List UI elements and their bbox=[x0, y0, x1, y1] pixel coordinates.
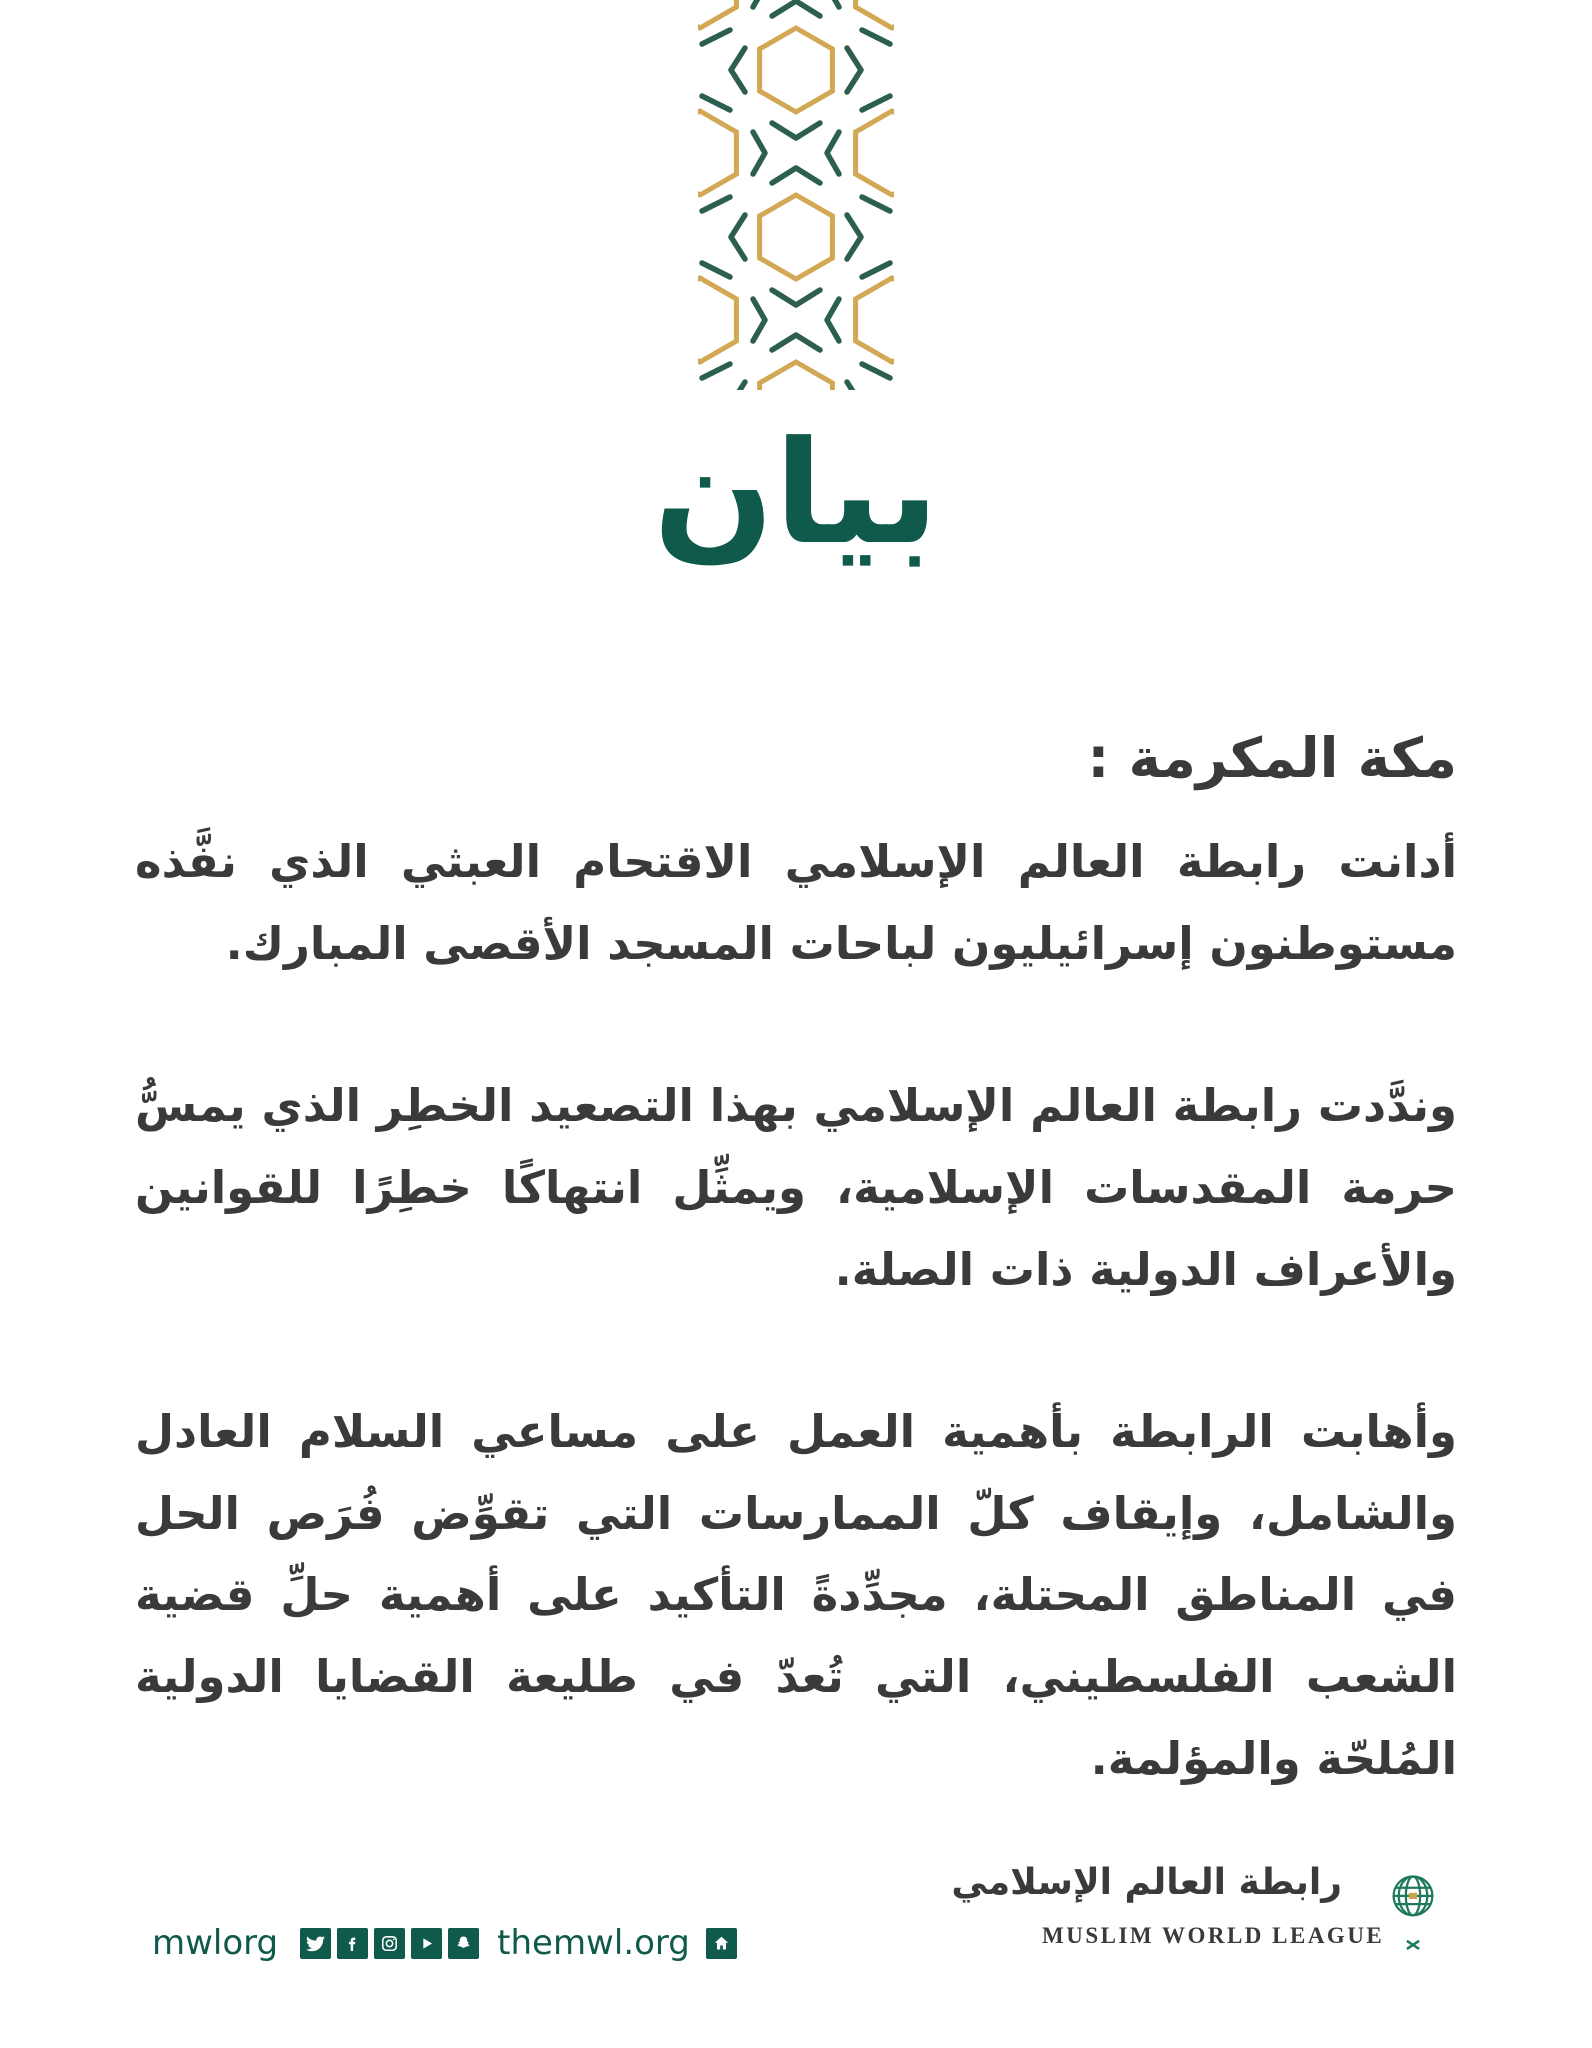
snapchat-icon[interactable] bbox=[448, 1928, 479, 1959]
paragraph-1: أدانت رابطة العالم الإسلامي الاقتحام العبثي الذي نفَّذه مستوطنون إسرائيليون لباحات المسجد الأقصى المبارك. bbox=[135, 835, 1457, 971]
statement-title: بيان bbox=[653, 411, 939, 576]
paragraph-3: وأهابت الرابطة بأهمية العمل على مساعي السلام العادل والشامل، وإيقاف كلّ الممارسات التي تقوِّض فُرَص الحل في المناطق المحتلة، مجدِّدةً التأكيد على أهمية حلِّ قضية الشعب الفلسطيني، التي تُعدّ في طليعة القضايا الدولية المُلحّة والمؤلمة. bbox=[135, 1404, 1457, 1786]
mwl-logo-arabic-calligraphy: رابطة العالم الإسلامي bbox=[951, 1862, 1342, 1903]
mwl-logo bbox=[951, 1849, 1464, 1951]
twitter-icon[interactable] bbox=[300, 1928, 331, 1959]
location-heading: مكة المكرمة : bbox=[1087, 726, 1457, 791]
instagram-icon[interactable] bbox=[374, 1928, 405, 1959]
mwl-logo-text bbox=[951, 1849, 1385, 1949]
decorative-geometric-pattern bbox=[698, 0, 894, 390]
social-icon-row bbox=[300, 1928, 479, 1959]
mwl-logo-english-name: MUSLIM WORLD LEAGUE bbox=[1042, 1923, 1385, 1948]
social-handle[interactable]: mwlorg bbox=[152, 1923, 279, 1963]
website-url[interactable]: themwl.org bbox=[497, 1923, 690, 1963]
paragraph-2: وندَّدت رابطة العالم الإسلامي بهذا التصعيد الخطِر الذي يمسُّ حرمة المقدسات الإسلامية، ويمثِّل انتهاكًا خطِرًا للقوانين والأعراف الدولية ذات الصلة. bbox=[135, 1078, 1457, 1296]
mwl-emblem-globe-wreath-icon bbox=[1362, 1849, 1464, 1951]
footer bbox=[0, 1845, 1592, 1995]
statement-body bbox=[0, 720, 1592, 1800]
home-icon[interactable] bbox=[706, 1928, 737, 1959]
facebook-icon[interactable] bbox=[337, 1928, 368, 1959]
youtube-icon[interactable] bbox=[411, 1928, 442, 1959]
footer-social-bar bbox=[152, 1923, 737, 1963]
pattern-svg bbox=[698, 0, 894, 390]
